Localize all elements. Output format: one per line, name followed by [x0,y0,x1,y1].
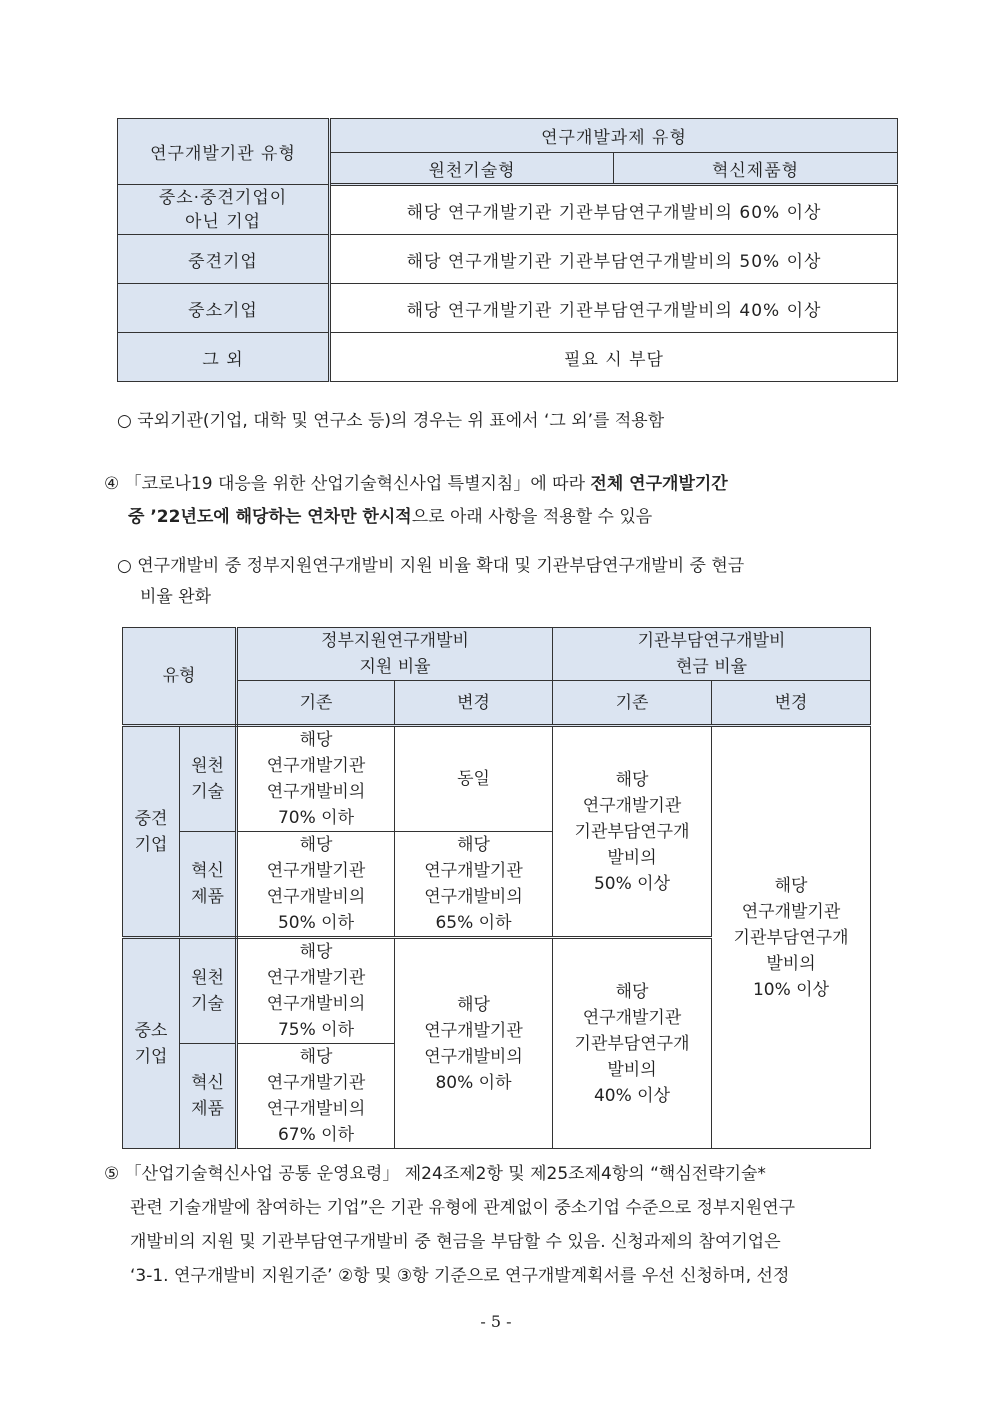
cell-mid-inn-changed: 해당 연구개발기관 연구개발비의 65% 이하 [395,832,553,938]
paragraph-5-line3: 개발비의 지원 및 기관부담연구개발비 중 현금을 부담할 수 있음. 신청과제의 참여기업은 [130,1232,781,1252]
subtype-source-tech-small: 원천 기술 [180,938,237,1044]
note-ratio-relaxation: ○ 연구개발비 중 정부지원연구개발비 지원 비율 확대 및 기관부담연구개발비 중 현금 [117,556,745,576]
header-org-type: 연구개발기관 유형 [118,119,330,185]
header-innovative-product: 혁신제품형 [614,153,898,185]
page-number: - 5 - [480,1312,512,1331]
subtype-innovative-product-small: 혁신 제품 [180,1044,237,1149]
paragraph-4: ④ 「코로나19 대응을 위한 산업기술혁신사업 특별지침」에 따라 전체 연구개발기간 [104,474,728,494]
group-midsize: 중견 기업 [123,726,180,938]
header-gov-existing: 기존 [237,681,395,726]
ratio-change-table [122,627,871,1149]
subtype-source-tech: 원천 기술 [180,726,237,832]
cell-small-changed: 해당 연구개발기관 연구개발비의 80% 이하 [395,938,553,1149]
note-ratio-relaxation-line2: 비율 완화 [140,587,212,607]
emphasis-text-2: 중 ’22년도에 해당하는 연차만 한시적 [128,507,412,527]
paragraph-5-line4: ‘3-1. 연구개발비 지원기준’ ②항 및 ③항 기준으로 연구개발계획서를 우선 신청하며, 선정 [130,1266,790,1286]
cell-mid-src-changed: 동일 [395,726,553,832]
emphasis-text: 전체 연구개발기간 [590,474,728,494]
paragraph-5-line2: 관련 기술개발에 참여하는 기업”은 기관 유형에 관계없이 중소기업 수준으로 정부지원연구 [130,1198,796,1218]
header-type: 유형 [123,628,237,726]
note-foreign-institution: ○ 국외기관(기업, 대학 및 연구소 등)의 경우는 위 표에서 ‘그 외’를 적용함 [117,411,665,431]
cell-mid-inn-existing: 해당 연구개발기관 연구개발비의 50% 이하 [237,832,395,938]
header-source-tech: 원천기술형 [330,153,614,185]
cell-mid-cash-existing: 해당 연구개발기관 기관부담연구개 발비의 50% 이상 [553,726,712,938]
row-value-small: 해당 연구개발기관 기관부담연구개발비의 40% 이상 [330,284,898,333]
header-inst-cash: 기관부담연구개발비 현금 비율 [553,628,871,681]
cell-mid-src-existing: 해당 연구개발기관 연구개발비의 70% 이하 [237,726,395,832]
paragraph-4-line2: 중 ’22년도에 해당하는 연차만 한시적으로 아래 사항을 적용할 수 있음 [128,507,653,527]
cell-cash-changed: 해당 연구개발기관 기관부담연구개 발비의 10% 이상 [712,726,871,1149]
header-inst-existing: 기존 [553,681,712,726]
paragraph-marker: ④ [104,474,120,494]
row-type-midsize: 중견기업 [118,235,330,284]
header-task-type: 연구개발과제 유형 [330,119,898,153]
subtype-innovative-product: 혁신 제품 [180,832,237,938]
row-type-other: 그 외 [118,333,330,382]
cost-share-table [117,118,898,382]
row-type-small: 중소기업 [118,284,330,333]
header-gov-support: 정부지원연구개발비 지원 비율 [237,628,553,681]
row-value-other: 필요 시 부담 [330,333,898,382]
paragraph-5-line1: ⑤ 「산업기술혁신사업 공통 운영요령」 제24조제2항 및 제25조제4항의 “핵심전략기술* [104,1164,766,1184]
group-small: 중소 기업 [123,938,180,1149]
row-value-non-sme: 해당 연구개발기관 기관부담연구개발비의 60% 이상 [330,185,898,235]
header-gov-changed: 변경 [395,681,553,726]
header-inst-changed: 변경 [712,681,871,726]
cell-small-src-existing: 해당 연구개발기관 연구개발비의 75% 이하 [237,938,395,1044]
row-value-midsize: 해당 연구개발기관 기관부담연구개발비의 50% 이상 [330,235,898,284]
cell-small-cash-existing: 해당 연구개발기관 기관부담연구개 발비의 40% 이상 [553,938,712,1149]
row-type-non-sme: 중소·중견기업이 아닌 기업 [118,185,330,235]
cell-small-inn-existing: 해당 연구개발기관 연구개발비의 67% 이하 [237,1044,395,1149]
